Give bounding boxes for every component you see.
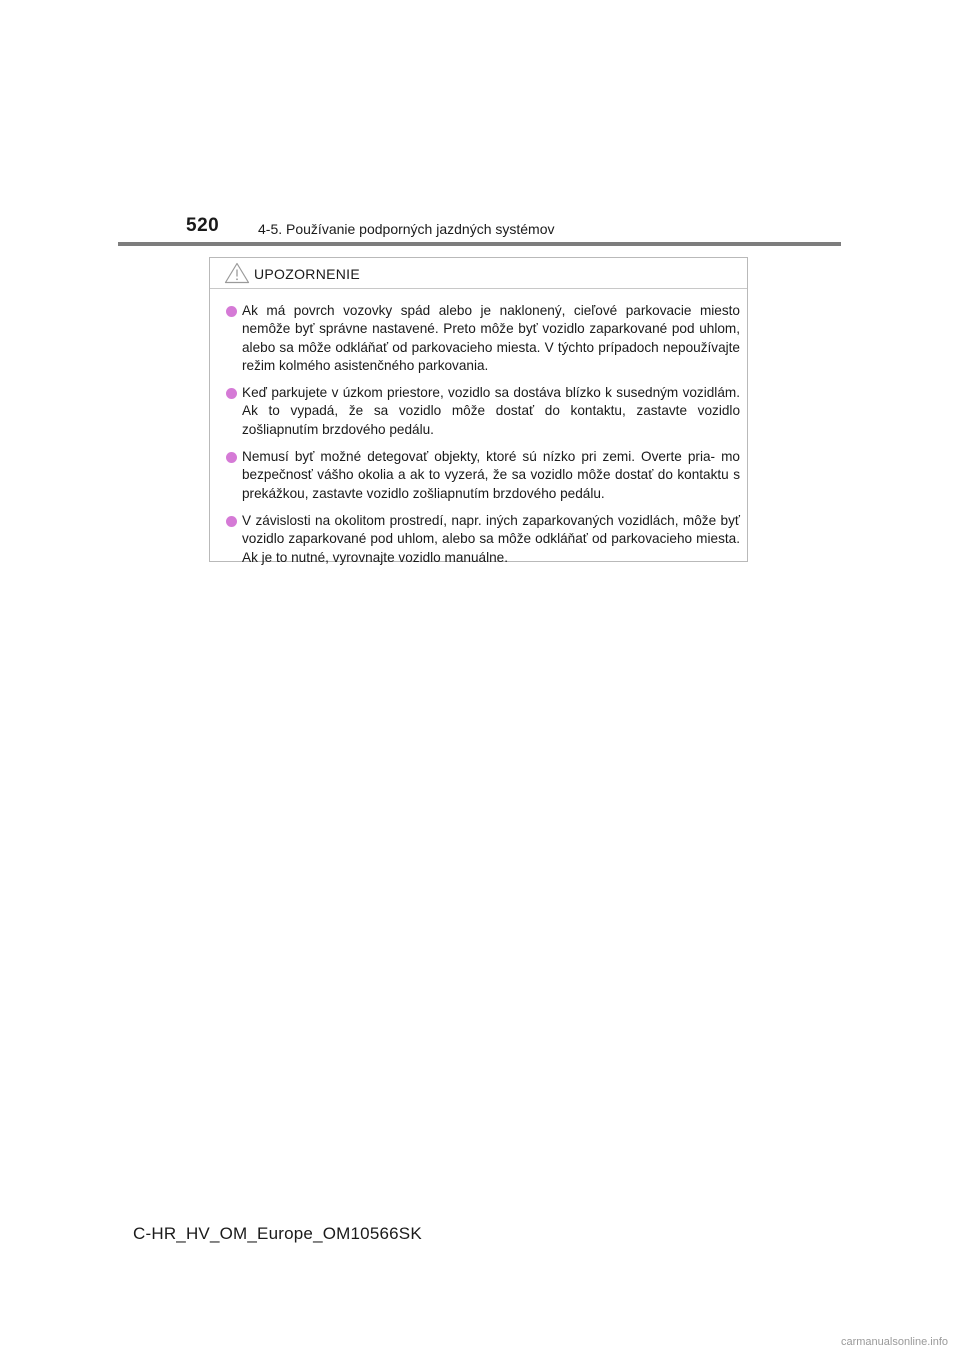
warning-item-text: Ak má povrch vozovky spád alebo je naklonený, cieľové parkovacie miesto nemôže byť správne nastavené. Preto môže byť vozidlo zaparkované pod uhlom, alebo sa môže odkláňať od parkovacieho miesta. V týchto prípadoch nepoužívajte režim kolmého asistenčného parkovania. xyxy=(242,303,740,373)
header-divider xyxy=(118,242,841,246)
warning-item-text: Keď parkujete v úzkom priestore, vozidlo sa dostáva blízko k susedným vozidlám. Ak to vypadá, že sa vozidlo môže dostať do kontaktu, zastavte vozidlo zošliapnutím brzdového pedálu. xyxy=(242,385,740,437)
warning-list xyxy=(210,289,747,567)
warning-item-text: V závislosti na okolitom prostredí, napr. iných zaparkovaných vozidlách, môže byť vozidlo zaparkované pod uhlom, alebo sa môže odkláňať od parkovacieho miesta. Ak je to nutné, vyrovnajte vozidlo manuálne. xyxy=(242,512,740,565)
page-number: 520 xyxy=(186,215,220,236)
section-title: 4-5. Používanie podporných jazdných systémov xyxy=(258,221,555,237)
watermark: carmanualsonline.info xyxy=(840,1336,948,1348)
bullet-dot-icon xyxy=(226,516,237,527)
warning-triangle-icon xyxy=(224,262,250,284)
warning-title: UPOZORNENIE xyxy=(254,266,360,282)
warning-box xyxy=(209,257,748,565)
warning-header xyxy=(210,258,747,289)
document-id: C-HR_HV_OM_Europe_OM10566SK xyxy=(133,1224,422,1243)
warning-item xyxy=(226,302,740,375)
bullet-dot-icon xyxy=(226,388,237,399)
warning-item-text: Nemusí byť možné detegovať objekty, ktoré sú nízko pri zemi. Overte pria- mo bezpečnosť vášho okolia a ak to vyzerá, že sa vozidlo môže dostať do kontaktu s prekážkou, zastavte vozidlo zošliapnutím brzdového pedálu. xyxy=(242,449,740,501)
warning-item xyxy=(226,384,740,439)
bullet-dot-icon xyxy=(226,306,237,317)
warning-item xyxy=(226,512,740,567)
bullet-dot-icon xyxy=(226,452,237,463)
warning-item xyxy=(226,448,740,503)
